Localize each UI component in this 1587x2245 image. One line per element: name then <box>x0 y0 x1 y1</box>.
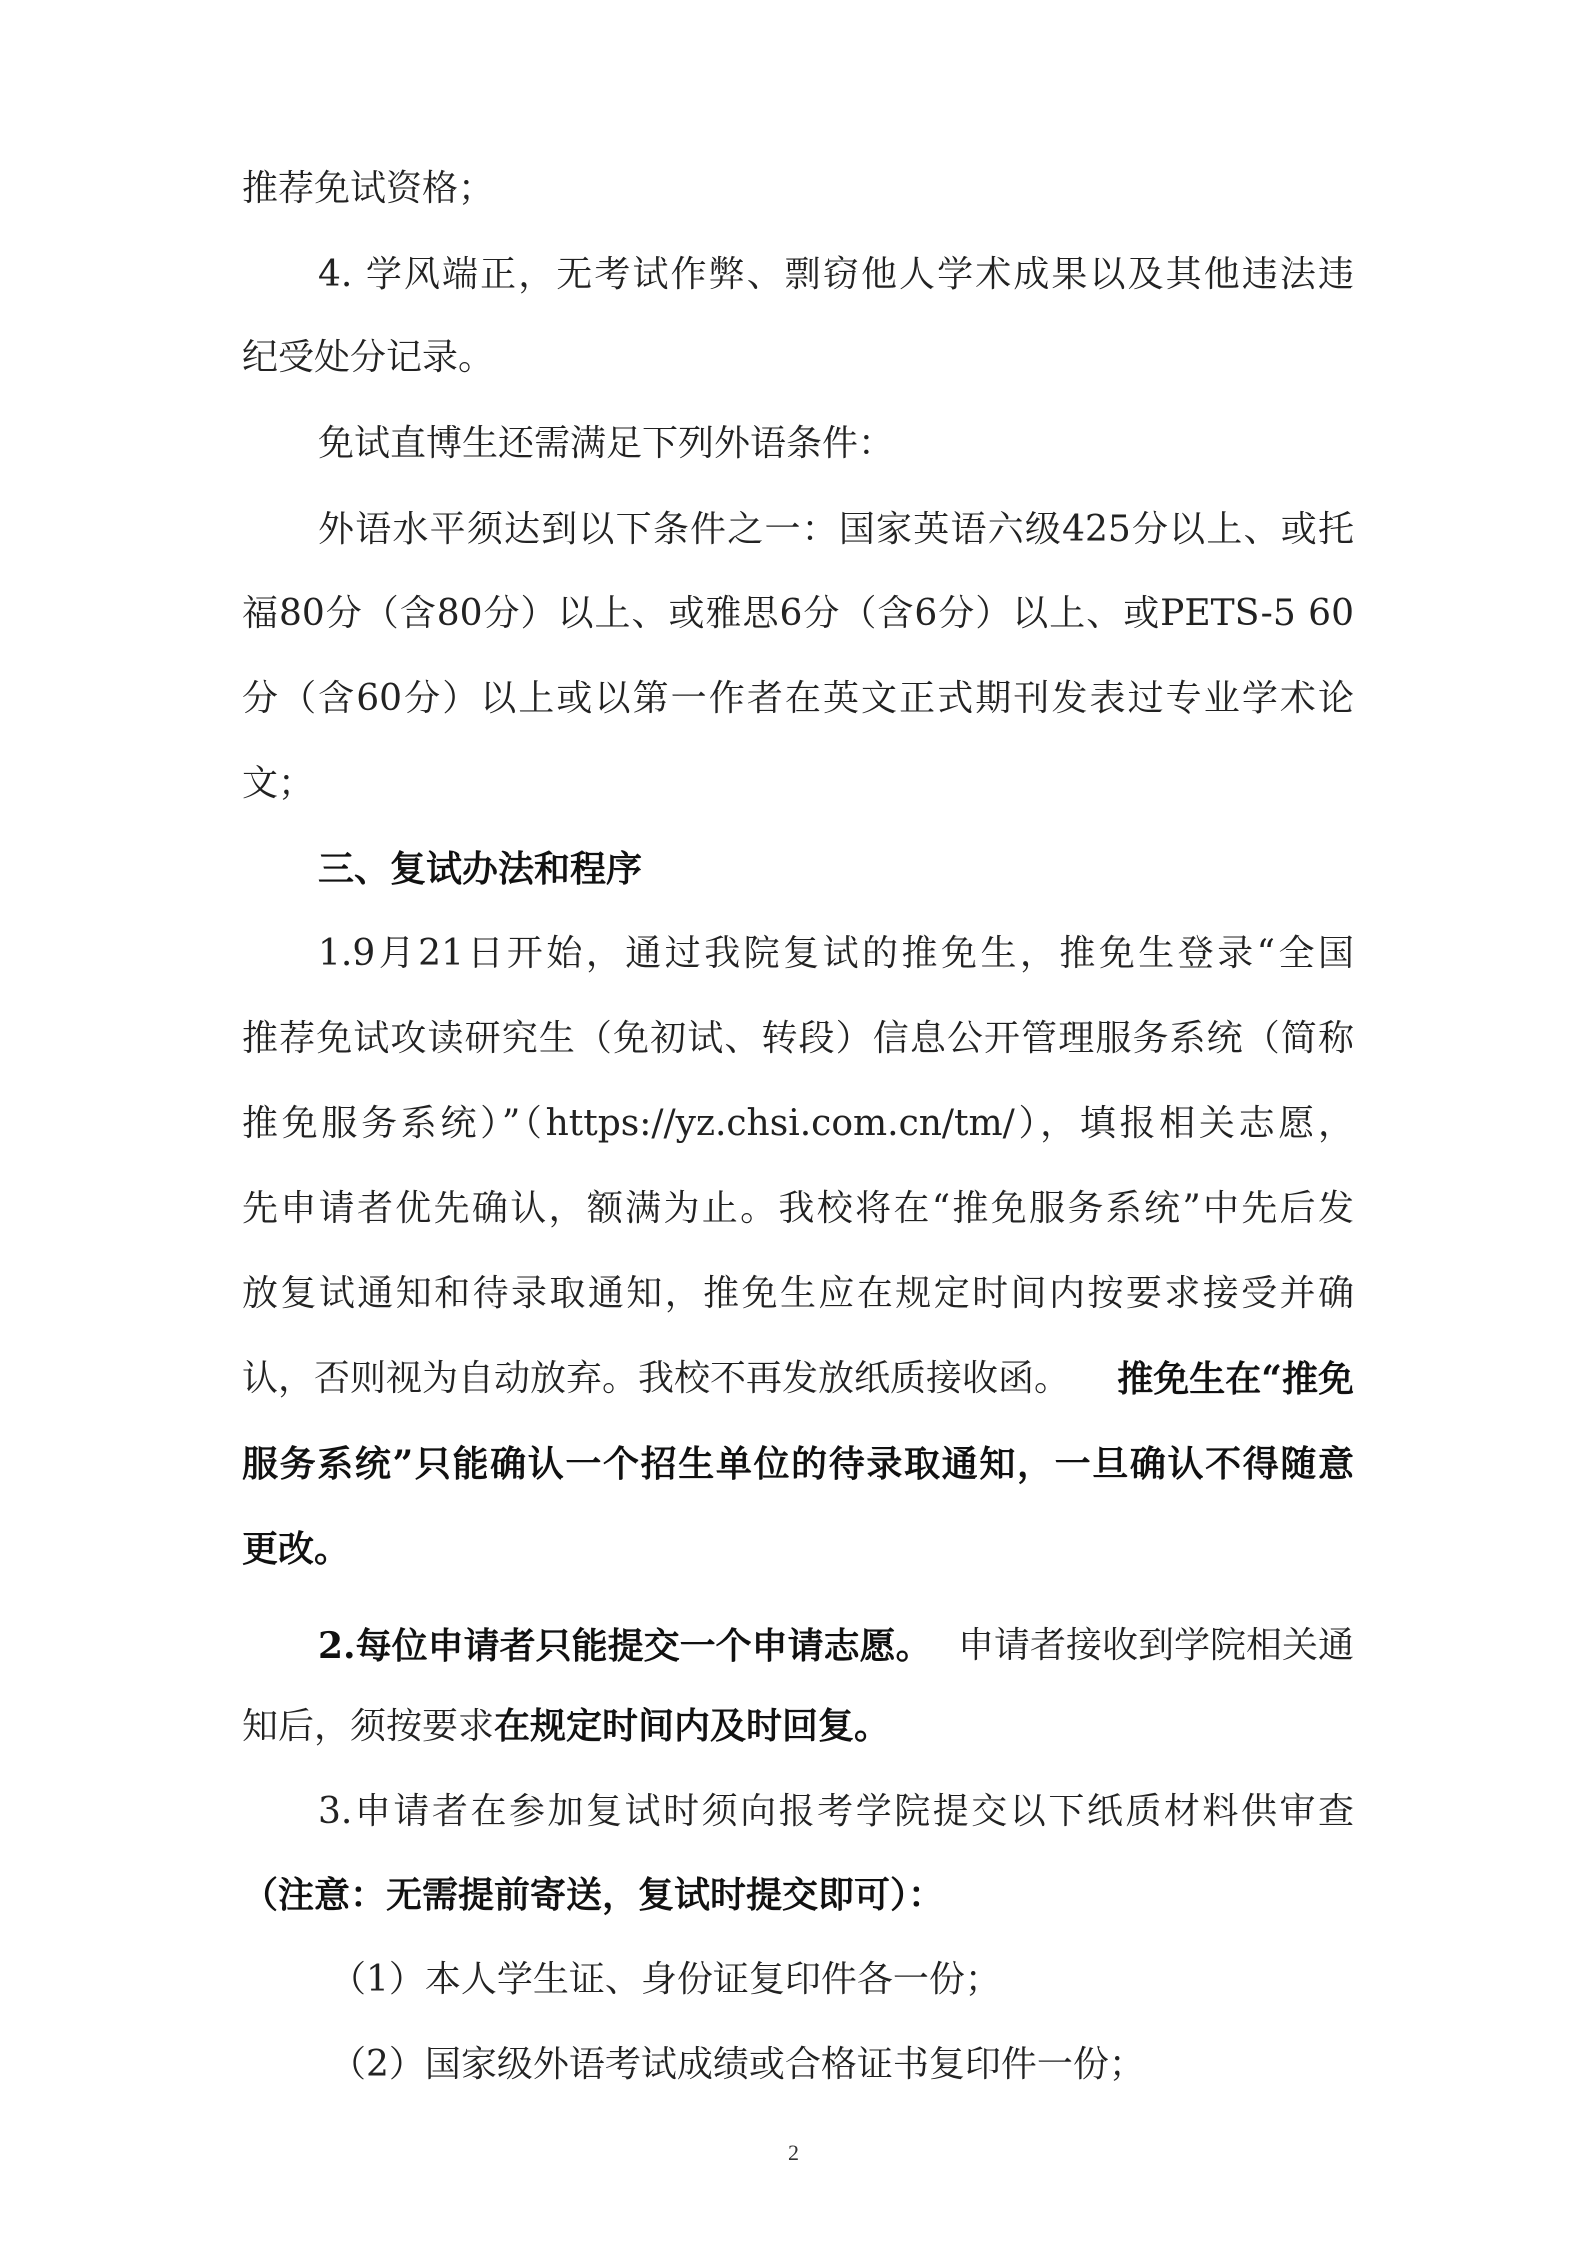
text-line <box>242 1702 1354 1751</box>
requirement-4-line: 4. 学风端正，无考试作弊、剽窃他人学术成果以及其他违法违 <box>318 254 1354 295</box>
procedure-3-line: 3.申请者在参加复试时须向报考学院提交以下纸质材料供审查 <box>318 1791 1354 1832</box>
text-line <box>242 1355 1354 1403</box>
material-item-2: （2）国家级外语考试成绩或合格证书复印件一份； <box>330 2044 1145 2085</box>
text-line: 分（含60分）以上或以第一作者在英文正式期刊发表过专业学术论 <box>242 678 1354 719</box>
text-line: 福80分（含80分）以上、或雅思6分（含6分）以上、或PETS-5 60 <box>242 593 1354 634</box>
emphasis-line: 服务系统”只能确认一个招生单位的待录取通知，一旦确认不得随意 <box>242 1443 1354 1485</box>
text-line: 免试直博生还需满足下列外语条件： <box>318 423 895 464</box>
foreign-language-line: 外语水平须达到以下条件之一：国家英语六级425分以上、或托 <box>318 509 1354 550</box>
text-line: 推免服务系统）”（https://yz.chsi.com.cn/tm/），填报相关志愿， <box>242 1103 1354 1144</box>
text-segment: 申请者接收到学院相关通 <box>957 1625 1354 1666</box>
section-heading: 三、复试办法和程序 <box>318 848 643 890</box>
text-segment: 认，否则视为自动放弃。我校不再发放纸质接收函。 <box>242 1358 1071 1399</box>
procedure-2-line <box>318 1622 1354 1670</box>
text-line: 先申请者优先确认，额满为止。我校将在“推免服务系统”中先后发 <box>242 1188 1354 1229</box>
text-line: 推荐免试资格； <box>242 168 495 209</box>
text-segment: 知后，须按要求 <box>242 1706 495 1747</box>
procedure-1-line: 1.9月21日开始，通过我院复试的推免生，推免生登录“全国 <box>318 933 1354 974</box>
material-item-1: （1）本人学生证、身份证复印件各一份； <box>330 1959 1001 2000</box>
text-line: 推荐免试攻读研究生（免初试、转段）信息公开管理服务系统（简称 <box>242 1018 1354 1059</box>
page-number: 2 <box>788 2140 799 2165</box>
emphasis-line: （注意：无需提前寄送，复试时提交即可）： <box>242 1874 945 1916</box>
emphasis-text: 2.每位申请者只能提交一个申请志愿。 <box>318 1625 932 1667</box>
text-line: 放复试通知和待录取通知，推免生应在规定时间内按要求接受并确 <box>242 1273 1354 1314</box>
text-line: 文； <box>242 763 315 804</box>
emphasis-text: 推免生在“推免 <box>1117 1358 1354 1400</box>
emphasis-line: 更改。 <box>242 1528 351 1570</box>
text-line: 纪受处分记录。 <box>242 337 495 378</box>
emphasis-text: 在规定时间内及时回复。 <box>494 1705 891 1747</box>
